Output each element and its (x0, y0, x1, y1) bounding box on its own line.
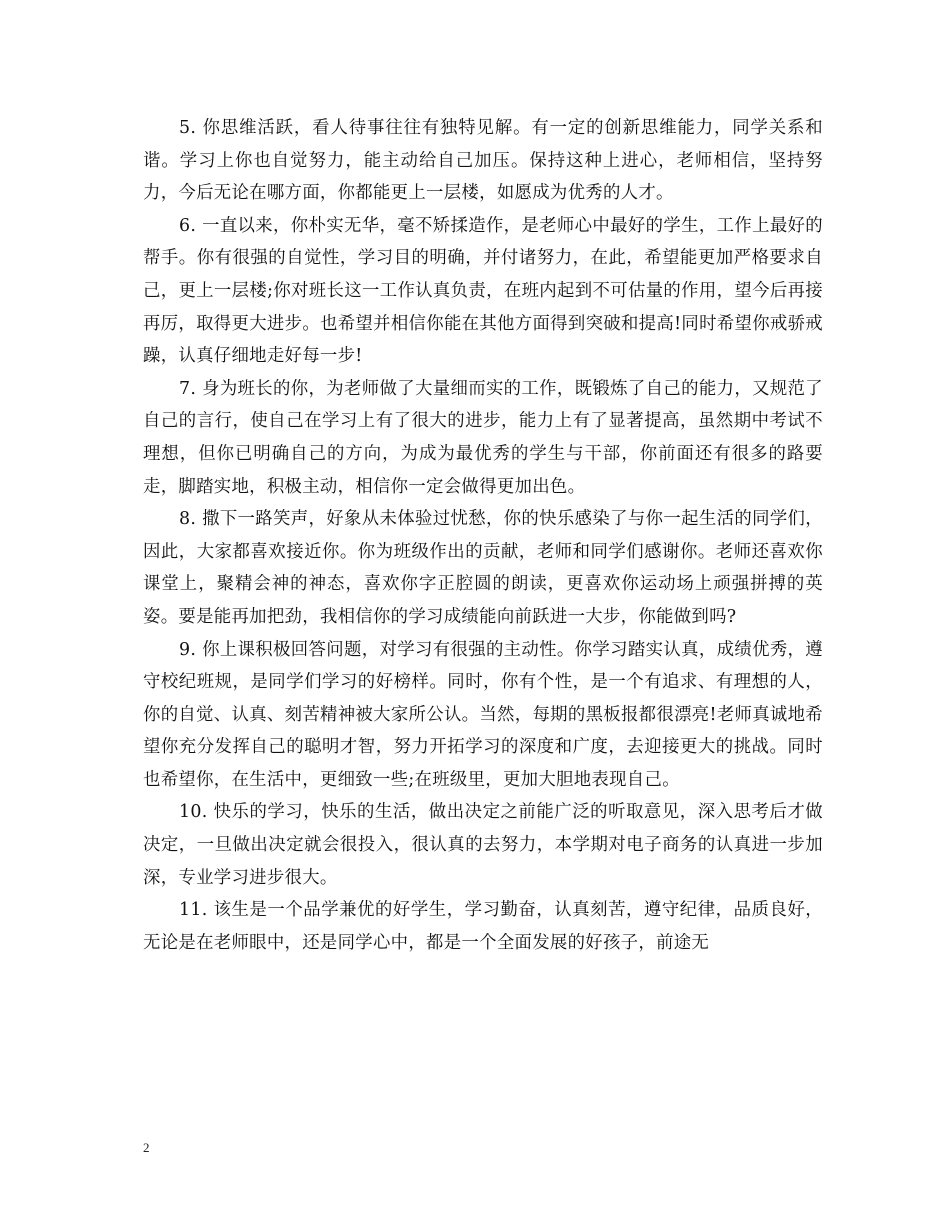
paragraph-comment-10: 10. 快乐的学习，快乐的生活，做出决定之前能广泛的听取意见，深入思考后才做决定，一旦做出决定就会很投入，很认真的去努力，本学期对电子商务的认真进一步加深，专业学习进步很大。 (143, 802, 823, 888)
paragraph-comment-6: 6. 一直以来，你朴实无华，毫不矫揉造作，是老师心中最好的学生，工作上最好的帮手。你有很强的自觉性，学习目的明确，并付诸努力，在此，希望能更加严格要求自己，更上一层楼;你对班长这一工作认真负责，在班内起到不可估量的作用，望今后再接再厉，取得更大进步。也希望并相信你能在其他方面得到突破和提高!同时希望你戒骄戒躁，认真仔细地走好每一步! (143, 215, 823, 367)
page-number: 2 (143, 1140, 150, 1155)
paragraph-comment-8: 8. 撒下一路笑声，好象从未体验过忧愁，你的快乐感染了与你一起生活的同学们，因此，大家都喜欢接近你。你为班级作出的贡献，老师和同学们感谢你。老师还喜欢你课堂上，聚精会神的神态，喜欢你字正腔圆的朗读，更喜欢你运动场上顽强拼搏的英姿。要是能再加把劲，我相信你的学习成绩能向前跃进一大步，你能做到吗? (143, 509, 823, 627)
document-body (143, 112, 823, 959)
paragraph-comment-9: 9. 你上课积极回答问题，对学习有很强的主动性。你学习踏实认真，成绩优秀，遵守校纪班规，是同学们学习的好榜样。同时，你有个性，是一个有追求、有理想的人，你的自觉、认真、刻苦精神被大家所公认。当然，每期的黑板报都很漂亮!老师真诚地希望你充分发挥自己的聪明才智，努力开拓学习的深度和广度，去迎接更大的挑战。同时也希望你，在生活中，更细致一些;在班级里，更加大胆地表现自己。 (143, 639, 823, 790)
paragraph-comment-7: 7. 身为班长的你，为老师做了大量细而实的工作，既锻炼了自己的能力，又规范了自己的言行，使自己在学习上有了很大的进步，能力上有了显著提高，虽然期中考试不理想，但你已明确自己的方向，为成为最优秀的学生与干部，你前面还有很多的路要走，脚踏实地，积极主动，相信你一定会做得更加出色。 (143, 378, 823, 497)
paragraph-comment-5: 5. 你思维活跃，看人待事往往有独特见解。有一定的创新思维能力，同学关系和谐。学习上你也自觉努力，能主动给自己加压。保持这种上进心，老师相信，坚持努力，今后无论在哪方面，你都能更上一层楼，如愿成为优秀的人才。 (143, 118, 823, 204)
paragraph-comment-11: 11. 该生是一个品学兼优的好学生，学习勤奋，认真刻苦，遵守纪律，品质良好，无论是在老师眼中，还是同学心中，都是一个全面发展的好孩子，前途无 (143, 900, 823, 953)
